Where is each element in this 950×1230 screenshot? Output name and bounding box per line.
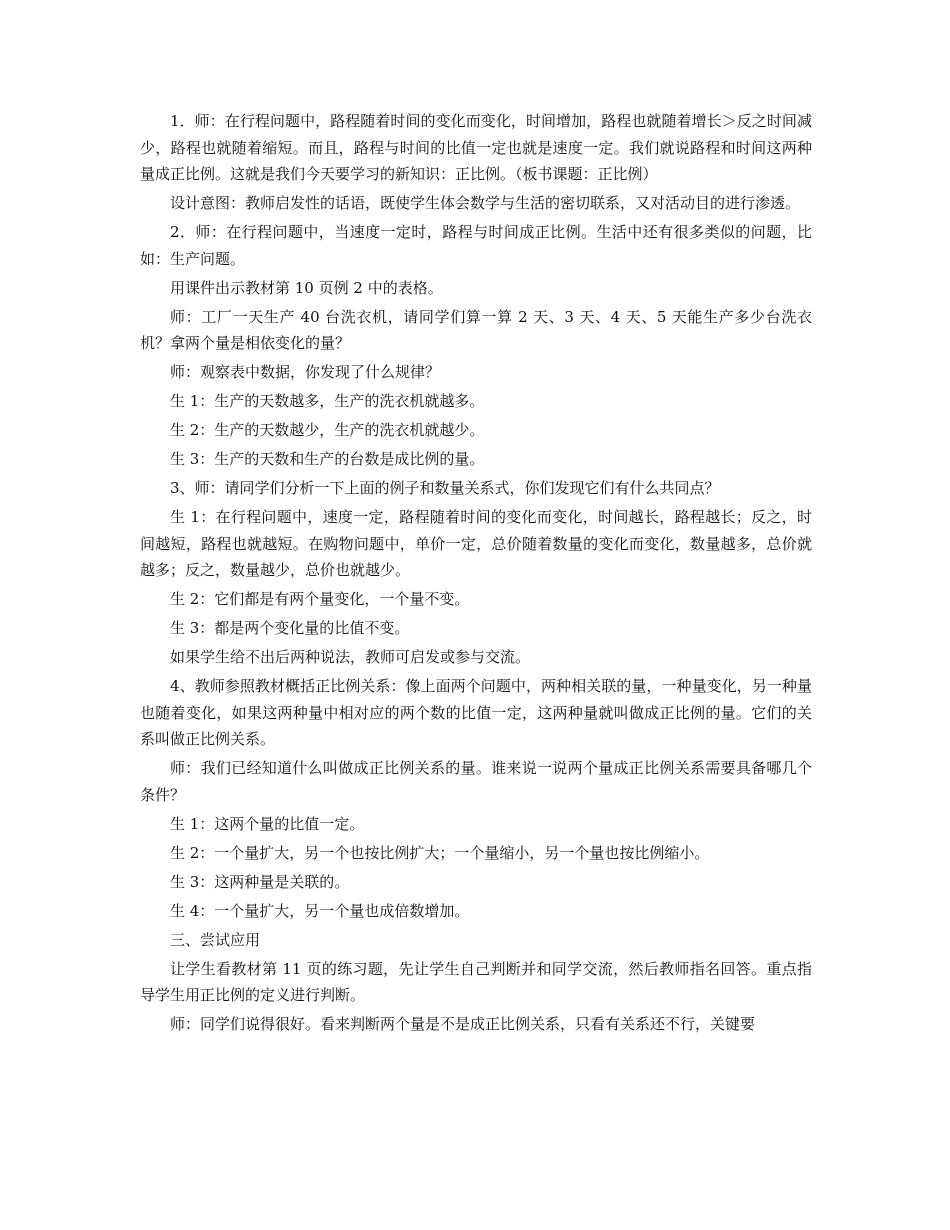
section-heading: 三、尝试应用 [170,930,261,949]
paragraph-12: 生 2：它们都是有两个量变化，一个量不变。 [170,590,470,608]
paragraph-23: 师：同学们说得很好。看来判断两个量是不是成正比例关系，只看有关系还不行，关键要 [170,1015,756,1033]
paragraph-5: 师：工厂一天生产 40 台洗衣机，请同学们算一算 2 天、3 天、4 天、5 天能生产多少台洗衣机？拿两个量是相依变化的量？ [140,307,812,352]
paragraph-7: 生 1：生产的天数越多，生产的洗衣机就越多。 [170,392,485,410]
paragraph-2: 设计意图：教师启发性的话语，既使学生体会数学与生活的密切联系，又对活动目的进行渗透。 [170,194,801,212]
paragraph-6: 师：观察表中数据，你发现了什么规律？ [170,363,441,381]
paragraph-20: 生 4：一个量扩大，另一个量也成倍数增加。 [170,901,470,920]
paragraph-19: 生 3：这两种量是关联的。 [170,872,350,891]
paragraph-11: 生 1：在行程问题中，速度一定，路程随着时间的变化而变化，时间越长，路程越长；反之，时间越短，路程也就越短。在购物问题中，单价一定，总价随着数量的变化而变化，数量越多，总价就越多；反之，数量越少，总价也就越少。 [140,508,812,579]
paragraph-8: 生 2：生产的天数越少，生产的洗衣机就越少。 [170,421,485,439]
paragraph-1: 1．师：在行程问题中，路程随着时间的变化而变化，时间增加，路程也就随着增长＞反之时间减少，路程也就随着缩短。而且，路程与时间的比值一定也就是速度一定。我们就说路程和时间这两种量成正比例。这就是我们今天要学习的新知识：正比例。（板书课题：正比例） [140,112,812,183]
document-page [140,108,812,1040]
paragraph-22: 让学生看教材第 11 页的练习题，先让学生自己判断并和同学交流，然后教师指名回答。重点指导学生用正比例的定义进行判断。 [140,959,812,1004]
paragraph-4: 用课件出示教材第 10 页例 2 中的表格。 [170,278,443,297]
paragraph-16: 师：我们已经知道什么叫做成正比例关系的量。谁来说一说两个量成正比例关系需要具备哪几个条件？ [140,759,812,804]
paragraph-3: 2．师：在行程问题中，当速度一定时，路程与时间成正比例。生活中还有很多类似的问题，比如：生产问题。 [140,223,812,268]
paragraph-14: 如果学生给不出后两种说法，教师可启发或参与交流。 [170,648,531,666]
paragraph-18: 生 2：一个量扩大，另一个也按比例扩大；一个量缩小，另一个量也按比例缩小。 [170,843,710,862]
paragraph-15: 4、教师参照教材概括正比例关系：像上面两个问题中，两种相关联的量，一种量变化，另一种量也随着变化，如果这两种量中相对应的两个数的比值一定，这两种量就叫做成正比例的量。它们的关系叫做正比例关系。 [140,677,812,748]
paragraph-10: 3、师：请同学们分析一下上面的例子和数量关系式，你们发现它们有什么共同点？ [170,479,720,497]
paragraph-17: 生 1：这两个量的比值一定。 [170,814,365,833]
paragraph-13: 生 3：都是两个变化量的比值不变。 [170,619,410,637]
paragraph-9: 生 3：生产的天数和生产的台数是成比例的量。 [170,450,485,468]
